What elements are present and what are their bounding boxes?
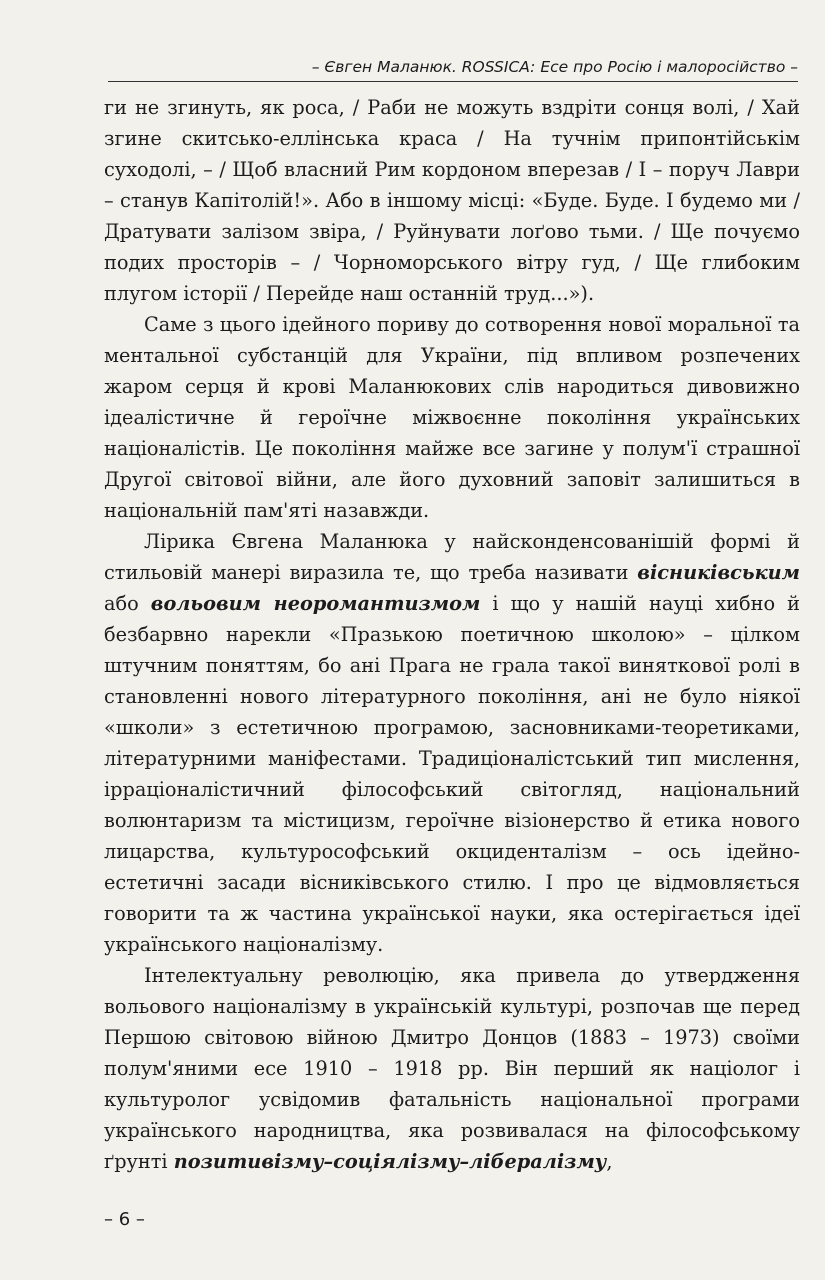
paragraph [104,526,800,960]
text-run: Саме з цього ідейного пориву до сотворення нової моральної та ментальної субстанцій для України, під впливом розпечених жаром серця й крові Маланюкових слів народиться дивовижно ідеалістичне й героїчне міжвоєнне покоління українських націоналістів. Це покоління майже все загине у полум'ї страшної Другої світової війни, але його духовний заповіт залишиться в національній пам'яті назавжди. [104,313,800,522]
paragraph [104,309,800,526]
text-run: і що у нашій науці хибно й безбарвно нарекли «Празькою поетичною школою» – цілком штучним поняттям, бо ані Прага не грала такої виняткової ролі в становленні нового літературного покоління, ані не було ніякої «школи» з естетичною програмою, засновниками-теоретиками, літературними маніфестами. Традиціоналістський тип мислення, ірраціоналістичний філософський світогляд, національний волюнтаризм та містицизм, героїчне візіонерство й етика нового лицарства, культурософський окциденталізм – ось ідейно-естетичні засади вісниківського стилю. І про це відмовляється говорити та ж частина української науки, яка остерігається ідеї українського націоналізму. [104,592,801,956]
paragraph [104,92,800,309]
text-run: Лірика Євгена Маланюка у найсконденсованішій формі й стильовій манері виразила те, що треба називати [104,530,800,584]
body-text [104,92,800,1177]
page-number: – 6 – [104,1209,145,1230]
text-run: , [606,1150,613,1173]
text-run: ги не згинуть, як роса, / Раби не можуть вздріти сонця волі, / Хай згине скитсько-еллінська краса / На тучнім припонтійськім суходолі, – / Щоб власний Рим кордоном вперезав / І – поруч Лаври – станув Капітолій!». Або в іншому місці: «Буде. Буде. І будемо ми / Дратувати залізом звіра, / Руйнувати лоґово тьми. / Ще почуємо подих просторів – / Чорноморського вітру гуд, / Ще глибоким плугом історії / Перейде наш останній труд...»). [104,96,800,305]
text-run: або [104,592,151,615]
emphasized-term: вісниківським [637,561,800,584]
emphasized-term: вольовим неоромантизмом [150,592,481,615]
running-header: – Євген Маланюк. ROSSICA: Есе про Росію і малоросійство – [108,56,798,82]
text-run: Інтелектуальну революцію, яка привела до утвердження вольового націоналізму в українській культурі, розпочав ще перед Першою світовою війною Дмитро Донцов (1883 – 1973) своїми полум'яними есе 1910 – 1918 рр. Він перший як націолог і культуролог усвідомив фатальність національної програми українського народництва, яка розвивалася на філософському ґрунті [104,964,800,1173]
emphasized-term: позитивізму–соціялізму–лібералізму [173,1150,607,1173]
paragraph [104,960,800,1177]
